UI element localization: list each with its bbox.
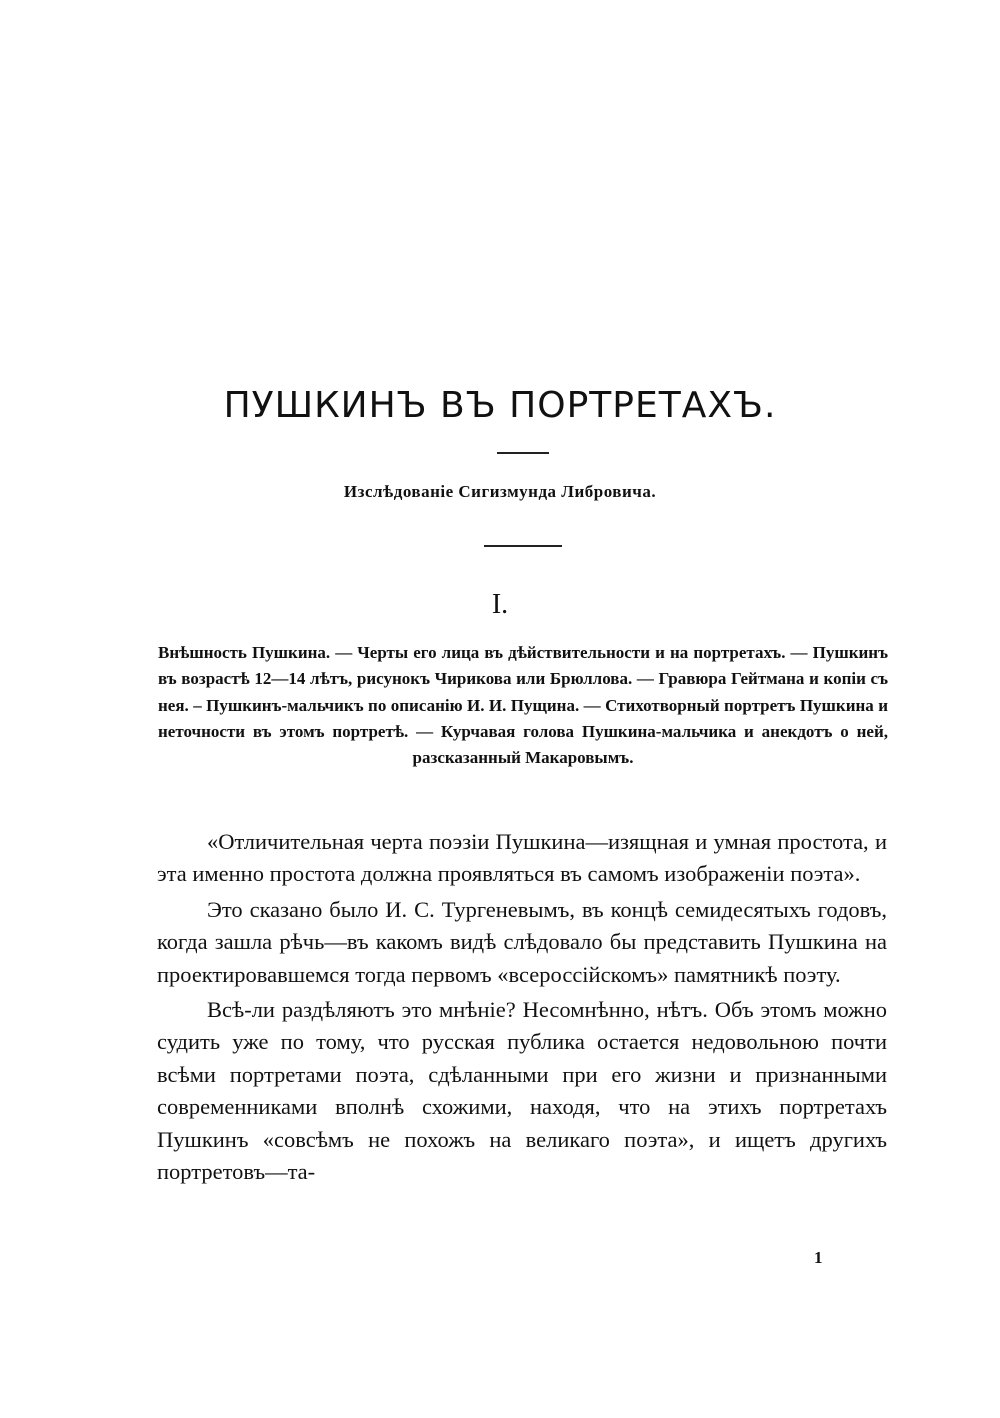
chapter-summary: Внѣшность Пушкина. — Черты его лица въ дѣйствительности и на портретахъ. — Пушкинъ въ возрастѣ 12—14 лѣтъ, рисунокъ Чирикова или Брюллова. — Гравюра Гейтмана и копіи съ нея. – Пушкинъ-мальчикъ по описанію И. И. Пущина. — Стихотворный портретъ Пушкина и неточности въ этомъ портретѣ. — Курчавая голова Пушкина-мальчика и анекдотъ о ней, разсказанный Макаровымъ. (158, 643, 888, 768)
body-text (157, 826, 887, 1191)
paragraph: «Отличительная черта поэзіи Пушкина—изящная и умная простота, и эта именно простота должна проявляться въ самомъ изображеніи поэта». (157, 829, 887, 887)
chapter-number: I. (491, 589, 509, 620)
paragraph: Всѣ-ли раздѣляютъ это мнѣніе? Несомнѣнно, нѣтъ. Объ этомъ можно судить уже по тому, что русская публика остается недовольною почти всѣми портретами поэта, сдѣланными при его жизни и признанными современниками вполнѣ схожими, находя, что на этихъ портретахъ Пушкинъ «совсѣмъ не похожъ на великаго поэта», и ищетъ другихъ портретовъ—та- (157, 997, 887, 1185)
page-number: 1 (814, 1248, 823, 1267)
page-title: ПУШКИНЪ ВЪ ПОРТРЕТАХЪ. (223, 385, 777, 426)
title-divider (497, 452, 549, 454)
paragraph: Это сказано было И. С. Тургеневымъ, въ концѣ семидесятыхъ годовъ, когда зашла рѣчь—въ какомъ видѣ слѣдовало бы представить Пушкина на проектировавшемся тогда первомъ «всероссійскомъ» памятникѣ поэту. (157, 896, 887, 987)
author-divider (484, 545, 562, 547)
author-line: Изслѣдованіе Сигизмунда Либровича. (343, 482, 657, 501)
